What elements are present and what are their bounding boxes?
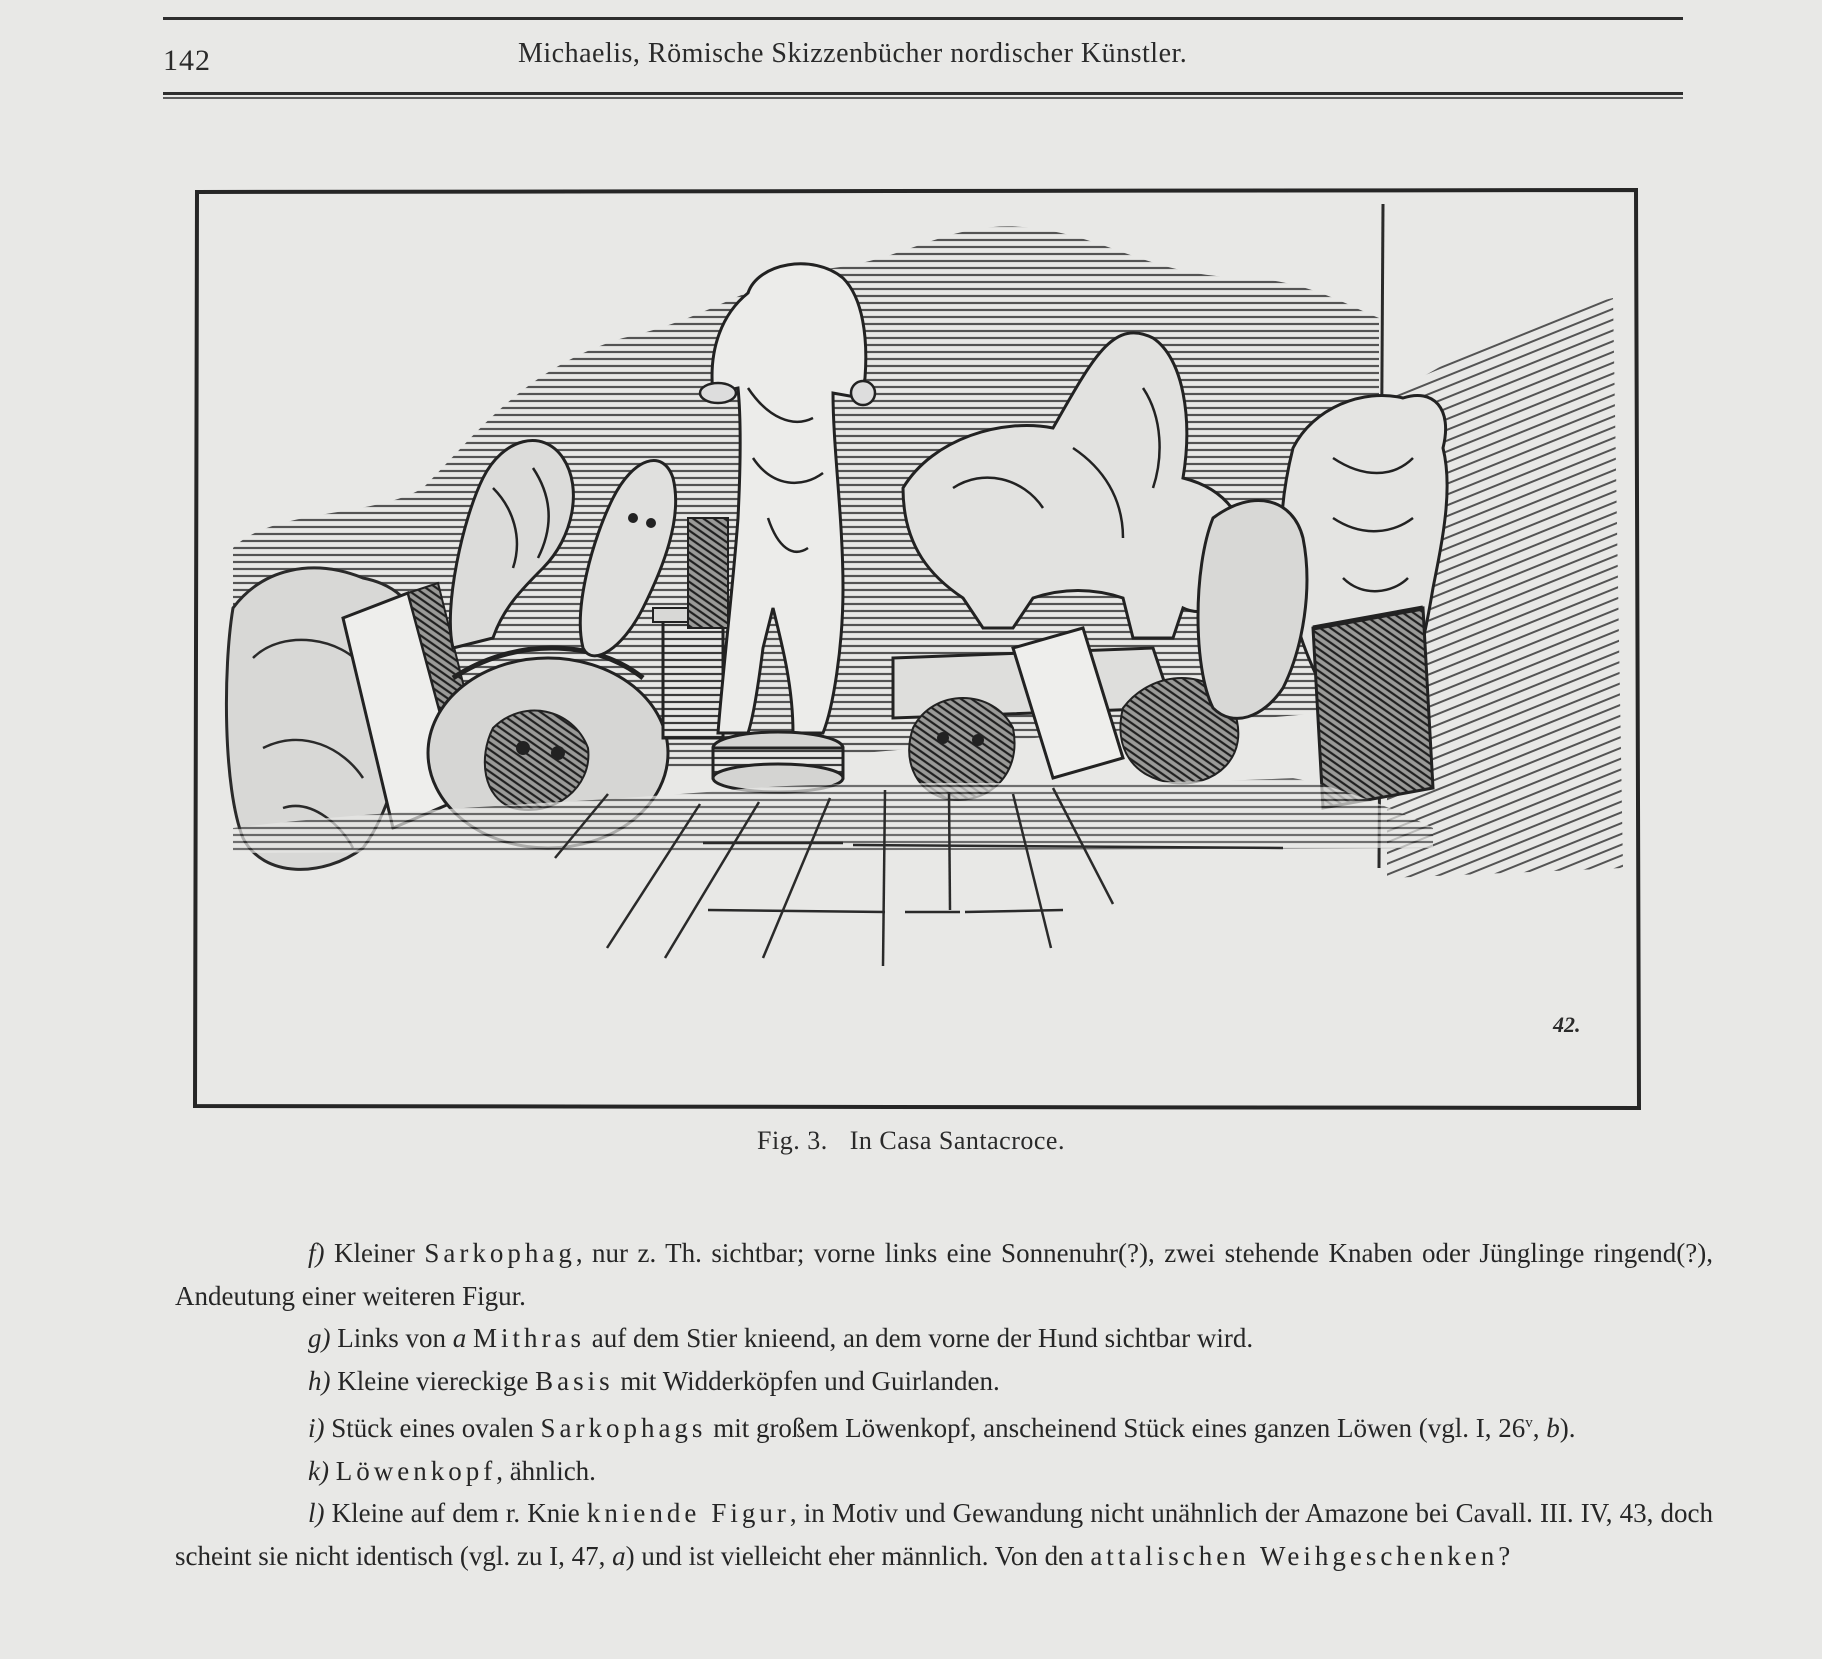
item-k: k) Löwenkopf, ähnlich.	[308, 1455, 596, 1486]
item-h: h) Kleine viereckige Basis mit Widderköpfen und Guirlanden.	[308, 1365, 1000, 1396]
spaced-term: kniende Figur	[586, 1498, 790, 1528]
page-number: 142	[163, 44, 211, 77]
item-g: g) Links von a Mithras auf dem Stier knieend, an dem vorne der Hund sichtbar wird.	[308, 1323, 1254, 1353]
item-label: f)	[308, 1238, 325, 1268]
figure-signature: 42.	[1553, 1012, 1581, 1037]
figure-caption-title: In Casa Santacroce.	[849, 1126, 1065, 1155]
spaced-term: attalischen Weihgeschenken	[1090, 1540, 1499, 1571]
item-label: h)	[308, 1365, 331, 1396]
sculpture-engraving	[193, 188, 1641, 1112]
item-f: f) Kleiner Sarkophag, nur z. Th. sichtbar; vorne links eine Sonnenuhr(?), zwei stehende Knaben oder Jünglinge ringend(?), Andeutung einer weiteren Figur.	[175, 1238, 1713, 1311]
figure-caption	[0, 1126, 1822, 1156]
body-text	[175, 1232, 1713, 1577]
figure-illustration	[193, 188, 1641, 1112]
spaced-term: Sarkophag	[424, 1238, 576, 1268]
running-title: Michaelis, Römische Skizzenbücher nordischer Künstler.	[518, 38, 1188, 69]
spaced-term: Mithras	[473, 1323, 586, 1353]
header-rule-bottom-thin	[163, 97, 1683, 99]
spaced-term: Löwenkopf	[335, 1455, 497, 1486]
figure-caption-label: Fig. 3.	[757, 1126, 828, 1155]
item-label: g)	[308, 1323, 331, 1353]
spaced-term: Sarkophags	[540, 1413, 707, 1443]
spaced-term: Basis	[535, 1365, 614, 1396]
item-label: l)	[308, 1498, 325, 1528]
header-rule-top	[163, 17, 1683, 20]
item-l: l) Kleine auf dem r. Knie kniende Figur, in Motiv und Gewandung nicht unähnlich der Amazone bei Cavall. III. IV, 43, doch scheint sie nicht identisch (vgl. zu I, 47, a) und ist vielleicht eher männlich. Von den attalischen Weihgeschenken?	[175, 1498, 1713, 1571]
item-i: i) Stück eines ovalen Sarkophags mit großem Löwenkopf, anscheinend Stück eines ganzen Löwen (vgl. I, 26$^v$, b).	[308, 1413, 1576, 1443]
header-rule-bottom	[163, 92, 1683, 95]
item-label: i)	[308, 1413, 325, 1443]
item-label: k)	[308, 1455, 329, 1486]
